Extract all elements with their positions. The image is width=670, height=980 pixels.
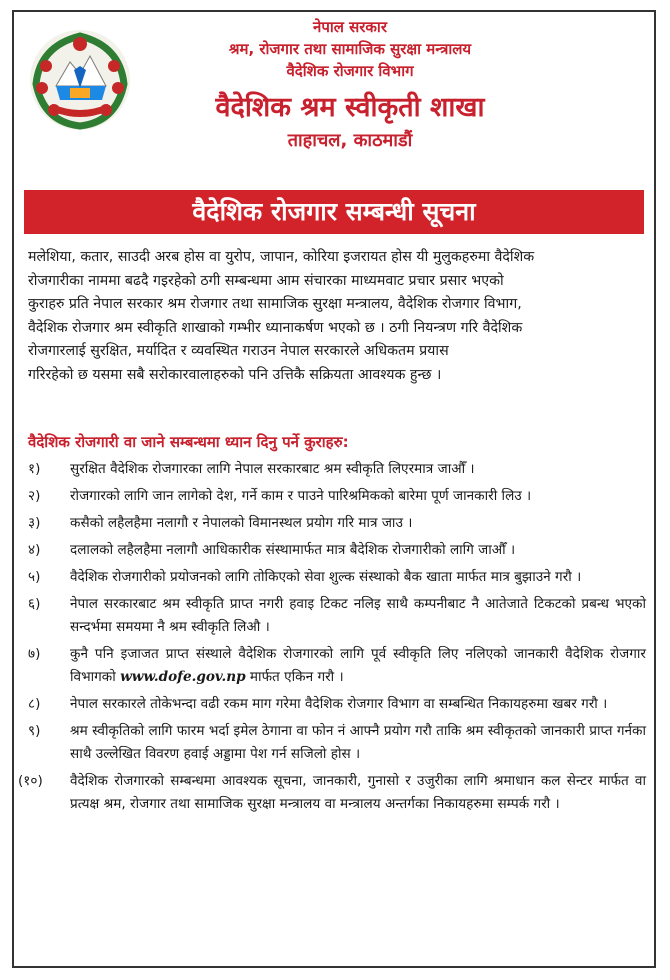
list-item [18, 643, 646, 689]
list-item [18, 512, 646, 535]
instructions-list [18, 458, 646, 820]
list-item [18, 693, 646, 716]
item-number: ७) [28, 646, 41, 662]
header [140, 16, 560, 154]
ministry-name: श्रम, रोजगार तथा सामाजिक सुरक्षा मन्त्रालय [228, 40, 472, 58]
intro-paragraph [28, 246, 644, 387]
notice-title-banner: वैदेशिक रोजगार सम्बन्धी सूचना [24, 190, 644, 234]
item-number: ५) [28, 569, 41, 585]
website-link[interactable]: www.dofe.gov.np [120, 669, 246, 685]
item-number: ४) [28, 542, 41, 558]
branch-name: वैदेशिक श्रम स्वीकृती शाखा [215, 92, 485, 123]
intro-line: रोजगारीका नाममा बढदै गइरहेको ठगी सम्बन्धमा आम संचारका माध्यमवाट प्रचार प्रसार भएको [28, 272, 504, 289]
item-text: वैदेशिक रोजगारीको प्रयोजनको लागि तोकिएको सेवा शुल्क संस्थाको बैक खाता मार्फत मात्र बुझाउने गरौ । [70, 569, 582, 585]
intro-line: मलेशिया, कतार, साउदी अरब होस वा युरोप, जापान, कोरिया इजरायत होस यी मुलुकहरुमा वैदेशिक [28, 249, 535, 265]
nepal-emblem-icon [26, 26, 134, 134]
instructions-heading: वैदेशिक रोजगारी वा जाने सम्बन्धमा ध्यान दिनु पर्ने कुराहरु: [28, 433, 349, 451]
list-item [18, 770, 646, 816]
item-number: ८) [28, 696, 41, 712]
intro-line: कुराहरु प्रति नेपाल सरकार श्रम रोजगार तथा सामाजिक सुरक्षा मन्त्रालय, वैदेशिक रोजगार विभाग, [28, 296, 522, 312]
item-text: नेपाल सरकारबाट श्रम स्वीकृति प्राप्त नगरी हवाइ टिकट नलिइ साथै कम्पनीबाट नै आतेजाते टिकटको प्रबन्ध भएको सन्दर्भमा समयमा नै श्रम स्वीकृति लिऔ । [70, 596, 646, 635]
government-name: नेपाल सरकार [313, 18, 387, 36]
intro-line: वैदेशिक रोजगार श्रम स्वीकृति शाखाको गम्भीर ध्यानाकर्षण भएको छ । ठगी नियन्त्रण गरि वैदेशिक [28, 319, 523, 336]
intro-line: गरिरहेको छ यसमा सबै सरोकारवालाहरुको पनि उत्तिकै सक्रियता आवश्यक हुन्छ । [28, 366, 442, 383]
item-number: ६) [28, 596, 41, 612]
list-item [18, 566, 646, 589]
item-text [70, 643, 646, 689]
item-number: २) [28, 488, 41, 504]
item-text: नेपाल सरकारले तोकेभन्दा वढी रकम माग गरेमा वैदेशिक रोजगार विभाग वा सम्बन्धित निकायहरुमा खबर गरौ । [70, 696, 608, 712]
item-text: दलालको लहैलहैमा नलागौ आधिकारीक संस्थामार्फत मात्र बैदेशिक रोजगारीको लागि जाऔँ । [70, 542, 516, 558]
item-text-before: कुनै पनि इजाजत प्राप्त संस्थाले वैदेशिक रोजगारको लागि पूर्व स्वीकृति लिए नलिएको जानकारी वैदेशिक रोजगार विभागको [70, 646, 646, 685]
item-text: वैदेशिक रोजगारको सम्बन्धमा आवश्यक सूचना, जानकारी, गुनासो र उजुरीका लागि श्रमाधान कल सेन्टर मार्फत वा प्रत्यक्ष श्रम, रोजगार तथा सामाजिक सुरक्षा मन्त्रालय वा मन्त्रालय अन्तर्गका निकायहरुमा सम्पर्क गरौ । [70, 773, 646, 812]
item-number: १) [28, 461, 41, 477]
item-number: ९) [28, 723, 41, 739]
item-text-after: मार्फत एकिन गरौ । [245, 669, 344, 685]
item-text: श्रम स्वीकृतिको लागि फारम भर्दा इमेल ठेगाना वा फोन नं आफ्नै प्रयोग गरौ ताकि श्रम स्वीकृतको जानकारी प्राप्त गर्नका साथै उल्लेखित विवरण हवाई अड्डामा पेश गर्न सजिलो होस । [70, 723, 646, 762]
office-location: ताहाचल, काठमाडौं [287, 130, 413, 151]
item-number: (१०) [18, 773, 43, 789]
intro-line: रोजगारलाई सुरक्षित, मर्यादित र व्यवस्थित गराउन नेपाल सरकारले अधिकतम प्रयास [28, 343, 449, 359]
item-number: ३) [28, 515, 41, 531]
list-item [18, 485, 646, 508]
item-text: रोजगारको लागि जान लागेको देश, गर्ने काम र पाउने पारिश्रमिकको बारेमा पूर्ण जानकारी लिउ । [70, 488, 532, 504]
item-text: सुरक्षित वैदेशिक रोजगारका लागि नेपाल सरकारबाट श्रम स्वीकृति लिएरमात्र जाऔँ । [70, 461, 475, 477]
item-text: कसैको लहैलहैमा नलागौ र नेपालको विमानस्थल प्रयोग गरि मात्र जाउ । [70, 515, 413, 531]
list-item [18, 458, 646, 481]
list-item [18, 720, 646, 766]
department-name: वैदेशिक रोजगार विभाग [286, 62, 414, 80]
list-item [18, 539, 646, 562]
list-item [18, 593, 646, 639]
